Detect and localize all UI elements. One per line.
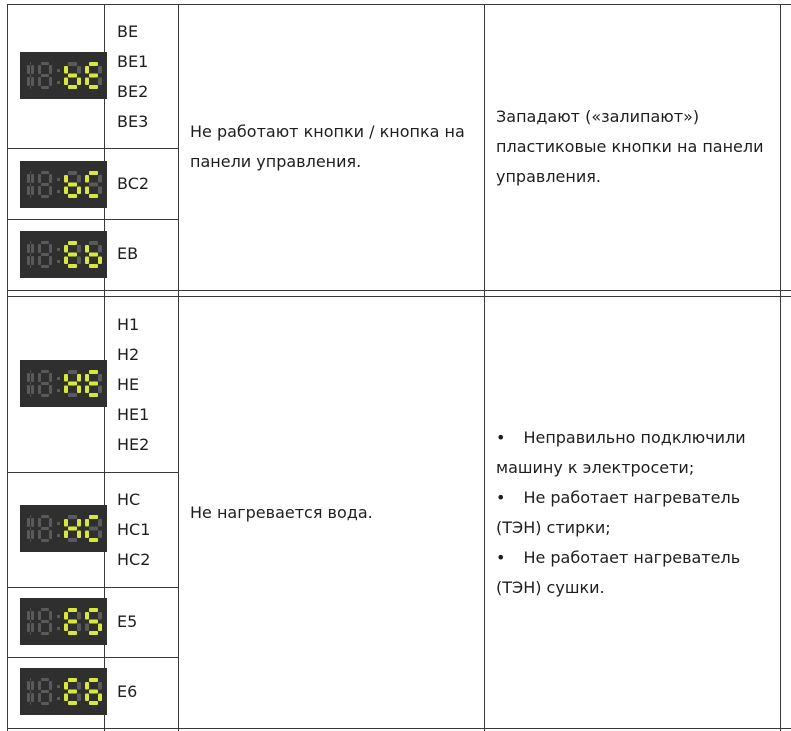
- segment: [77, 78, 81, 86]
- grid-line: [7, 4, 8, 731]
- segment: [68, 85, 77, 89]
- segment: [41, 515, 49, 518]
- segment: [68, 527, 77, 531]
- error-code: BE3: [117, 112, 149, 131]
- segment: [85, 682, 89, 690]
- colon-dot: [57, 248, 60, 251]
- segment: [77, 257, 81, 265]
- segment: [41, 241, 49, 244]
- segment: [49, 65, 52, 74]
- error-code: HE1: [117, 405, 150, 424]
- digit-display-svg: [20, 360, 107, 407]
- error-code-list: [117, 169, 149, 199]
- segment: [27, 244, 30, 253]
- segment: [89, 620, 98, 624]
- segment: [41, 690, 49, 693]
- segment: [89, 85, 98, 89]
- segment: [31, 174, 34, 183]
- segment: [68, 608, 77, 612]
- segment: [38, 65, 41, 74]
- segment: [30, 171, 31, 174]
- cause-item-text: Неправильно подключили: [523, 428, 746, 447]
- segment: [41, 195, 49, 198]
- segment: [30, 702, 31, 705]
- segment: [77, 519, 81, 527]
- segment: [77, 531, 81, 539]
- grid-line: [7, 290, 791, 291]
- segment: [30, 620, 31, 623]
- symptom-line: панели управления.: [190, 152, 362, 171]
- segment: [41, 74, 49, 77]
- segment: [77, 682, 81, 690]
- segment: [98, 78, 102, 86]
- seven-segment-display: [20, 505, 107, 552]
- colon-dot: [57, 178, 60, 181]
- segment: [64, 66, 68, 74]
- grid-line: [7, 148, 178, 149]
- segment: [41, 62, 49, 65]
- segment: [68, 515, 77, 519]
- segment: [68, 62, 77, 66]
- segment: [41, 608, 49, 611]
- grid-line: [7, 472, 178, 473]
- segment: [49, 256, 52, 265]
- segment: [49, 174, 52, 183]
- segment: [98, 531, 102, 539]
- segment: [85, 519, 89, 527]
- segment: [77, 612, 81, 620]
- segment: [31, 186, 34, 195]
- cause-line: пластиковые кнопки на панели: [496, 137, 764, 156]
- segment: [27, 186, 30, 195]
- segment: [49, 373, 52, 382]
- segment: [38, 77, 41, 86]
- segment: [31, 611, 34, 620]
- segment: [31, 256, 34, 265]
- segment: [27, 518, 30, 527]
- error-code: H1: [117, 315, 140, 334]
- segment: [98, 257, 102, 265]
- cause-item-text: Не работает нагреватель: [523, 548, 741, 567]
- seven-segment-display: [20, 52, 107, 99]
- segment: [68, 241, 77, 245]
- segment: [68, 253, 77, 257]
- segment: [27, 256, 30, 265]
- symptom-text: [190, 498, 373, 528]
- segment: [30, 62, 31, 65]
- segment: [38, 693, 41, 702]
- digit-display-svg: [20, 231, 107, 278]
- digit-display-svg: [20, 161, 107, 208]
- segment: [89, 370, 98, 374]
- segment: [31, 385, 34, 394]
- grid-line: [484, 4, 485, 731]
- error-code: E5: [117, 612, 138, 631]
- grid-line: [178, 4, 179, 731]
- segment: [49, 518, 52, 527]
- segment: [27, 77, 30, 86]
- segment: [85, 374, 89, 382]
- segment: [98, 694, 102, 702]
- digit-display-svg: [20, 598, 107, 645]
- segment: [98, 374, 102, 382]
- grid-line: [7, 4, 791, 5]
- segment: [89, 678, 98, 682]
- segment: [31, 244, 34, 253]
- segment: [41, 527, 49, 530]
- segment: [30, 253, 31, 256]
- segment: [89, 382, 98, 386]
- error-code: E6: [117, 682, 138, 701]
- segment: [64, 386, 68, 394]
- segment: [64, 682, 68, 690]
- error-code-list: [117, 485, 150, 575]
- colon-dot: [57, 615, 60, 618]
- grid-line: [7, 728, 791, 729]
- segment: [30, 394, 31, 397]
- segment: [85, 187, 89, 195]
- segment: [68, 620, 77, 624]
- seven-segment-display: [20, 668, 107, 715]
- segment: [89, 527, 98, 531]
- symptom-text: [190, 117, 465, 177]
- bullet-icon: •: [496, 548, 506, 567]
- segment: [38, 385, 41, 394]
- segment: [98, 624, 102, 632]
- seven-segment-display: [20, 598, 107, 645]
- seven-segment-display: [20, 161, 107, 208]
- segment: [85, 257, 89, 265]
- segment: [89, 253, 98, 257]
- cause-item: [496, 423, 746, 453]
- segment: [98, 519, 102, 527]
- segment: [89, 194, 98, 198]
- segment: [64, 519, 68, 527]
- segment: [27, 174, 30, 183]
- segment: [38, 373, 41, 382]
- segment: [49, 623, 52, 632]
- segment: [30, 527, 31, 530]
- segment: [30, 690, 31, 693]
- segment: [30, 74, 31, 77]
- segment: [38, 681, 41, 690]
- colon-dot: [57, 685, 60, 688]
- segment: [89, 538, 98, 542]
- segment: [38, 186, 41, 195]
- segment: [27, 65, 30, 74]
- segment: [30, 539, 31, 542]
- colon-dot: [57, 377, 60, 380]
- error-code: BC2: [117, 174, 150, 193]
- grid-line: [7, 587, 178, 588]
- cause-line: управления.: [496, 167, 601, 186]
- segment: [49, 77, 52, 86]
- segment: [77, 66, 81, 74]
- segment: [49, 693, 52, 702]
- segment: [89, 183, 98, 187]
- colon-dot: [57, 69, 60, 72]
- segment: [41, 620, 49, 623]
- segment: [77, 175, 81, 183]
- segment: [38, 611, 41, 620]
- segment: [41, 265, 49, 268]
- segment: [38, 623, 41, 632]
- segment: [64, 694, 68, 702]
- grid-line: [780, 4, 781, 731]
- bullet-icon: •: [496, 428, 506, 447]
- segment: [64, 187, 68, 195]
- segment: [38, 518, 41, 527]
- segment: [68, 690, 77, 694]
- symptom-line: Не нагревается вода.: [190, 503, 373, 522]
- segment: [89, 701, 98, 705]
- segment: [89, 74, 98, 78]
- segment: [68, 183, 77, 187]
- segment: [77, 374, 81, 382]
- error-code: HC: [117, 490, 141, 509]
- segment: [27, 623, 30, 632]
- segment: [98, 386, 102, 394]
- segment: [64, 175, 68, 183]
- cause-item: [496, 483, 746, 513]
- segment: [30, 382, 31, 385]
- error-code: BE: [117, 22, 139, 41]
- colon-dot: [57, 534, 60, 537]
- segment: [49, 244, 52, 253]
- segment: [30, 678, 31, 681]
- segment: [30, 183, 31, 186]
- segment: [89, 515, 98, 519]
- segment: [85, 175, 89, 183]
- segment: [98, 175, 102, 183]
- colon-dot: [57, 697, 60, 700]
- segment: [89, 171, 98, 175]
- error-code: BE2: [117, 82, 149, 101]
- segment: [30, 195, 31, 198]
- error-code: HC1: [117, 520, 151, 539]
- segment: [68, 171, 77, 175]
- segment: [77, 245, 81, 253]
- cause-list: [496, 423, 746, 603]
- segment: [85, 694, 89, 702]
- segment: [85, 531, 89, 539]
- segment: [85, 386, 89, 394]
- segment: [64, 257, 68, 265]
- segment: [49, 611, 52, 620]
- segment: [41, 253, 49, 256]
- digit-display-svg: [20, 52, 107, 99]
- segment: [85, 66, 89, 74]
- seven-segment-display: [20, 360, 107, 407]
- digit-display-svg: [20, 505, 107, 552]
- segment: [89, 690, 98, 694]
- grid-line: [7, 296, 791, 297]
- segment: [64, 78, 68, 86]
- segment: [85, 245, 89, 253]
- segment: [64, 245, 68, 253]
- segment: [89, 608, 98, 612]
- segment: [68, 393, 77, 397]
- segment: [27, 693, 30, 702]
- segment: [89, 241, 98, 245]
- segment: [41, 183, 49, 186]
- segment: [27, 530, 30, 539]
- segment: [89, 631, 98, 635]
- error-code: HE2: [117, 435, 150, 454]
- segment: [38, 256, 41, 265]
- segment: [41, 539, 49, 542]
- segment: [68, 74, 77, 78]
- segment: [77, 386, 81, 394]
- bullet-icon: •: [496, 488, 506, 507]
- segment: [49, 186, 52, 195]
- segment: [89, 264, 98, 268]
- segment: [27, 373, 30, 382]
- digit-display-svg: [20, 668, 107, 715]
- segment: [27, 611, 30, 620]
- segment: [31, 530, 34, 539]
- segment: [30, 515, 31, 518]
- segment: [31, 518, 34, 527]
- cause-line: Западают («залипают»): [496, 107, 700, 126]
- segment: [68, 382, 77, 386]
- error-code: HC2: [117, 550, 151, 569]
- error-code-list: [117, 17, 148, 137]
- seven-segment-display: [20, 231, 107, 278]
- segment: [30, 608, 31, 611]
- cause-item: [496, 543, 746, 573]
- segment: [85, 624, 89, 632]
- segment: [89, 62, 98, 66]
- segment: [68, 194, 77, 198]
- segment: [41, 632, 49, 635]
- error-code-list: [117, 310, 149, 460]
- segment: [38, 174, 41, 183]
- segment: [41, 86, 49, 89]
- segment: [41, 702, 49, 705]
- segment: [68, 678, 77, 682]
- segment: [64, 612, 68, 620]
- segment: [77, 694, 81, 702]
- cause-text: [496, 102, 764, 192]
- error-code: HE: [117, 375, 140, 394]
- segment: [77, 624, 81, 632]
- segment: [68, 264, 77, 268]
- segment: [49, 681, 52, 690]
- error-code: EB: [117, 244, 139, 263]
- cause-item-text: Не работает нагреватель: [523, 488, 741, 507]
- segment: [98, 612, 102, 620]
- segment: [30, 241, 31, 244]
- segment: [30, 265, 31, 268]
- segment: [31, 373, 34, 382]
- segment: [27, 681, 30, 690]
- segment: [77, 187, 81, 195]
- colon-dot: [57, 81, 60, 84]
- segment: [68, 370, 77, 374]
- segment: [98, 682, 102, 690]
- segment: [64, 531, 68, 539]
- colon-dot: [57, 389, 60, 392]
- segment: [98, 66, 102, 74]
- grid-line: [7, 657, 178, 658]
- segment: [31, 77, 34, 86]
- grid-line: [7, 219, 178, 220]
- error-code-list: [117, 607, 137, 637]
- segment: [49, 530, 52, 539]
- segment: [27, 385, 30, 394]
- segment: [30, 370, 31, 373]
- segment: [85, 78, 89, 86]
- segment: [30, 86, 31, 89]
- segment: [31, 693, 34, 702]
- colon-dot: [57, 627, 60, 630]
- colon-dot: [57, 190, 60, 193]
- segment: [41, 370, 49, 373]
- segment: [98, 187, 102, 195]
- segment: [68, 538, 77, 542]
- error-code: BE1: [117, 52, 149, 71]
- colon-dot: [57, 260, 60, 263]
- segment: [49, 385, 52, 394]
- cause-item-continuation: (ТЭН) сушки.: [496, 578, 605, 597]
- segment: [98, 245, 102, 253]
- segment: [41, 382, 49, 385]
- segment: [38, 530, 41, 539]
- error-code-list: [117, 677, 137, 707]
- segment: [89, 393, 98, 397]
- error-code-list: [117, 239, 138, 269]
- segment: [30, 632, 31, 635]
- segment: [31, 65, 34, 74]
- cause-item-continuation: (ТЭН) стирки;: [496, 518, 611, 537]
- segment: [85, 612, 89, 620]
- segment: [64, 374, 68, 382]
- segment: [41, 394, 49, 397]
- segment: [68, 631, 77, 635]
- segment: [31, 623, 34, 632]
- segment: [41, 171, 49, 174]
- segment: [38, 244, 41, 253]
- symptom-line: Не работают кнопки / кнопка на: [190, 122, 465, 141]
- segment: [64, 624, 68, 632]
- segment: [68, 701, 77, 705]
- cause-item-continuation: машину к электросети;: [496, 458, 695, 477]
- error-code: H2: [117, 345, 140, 364]
- segment: [31, 681, 34, 690]
- colon-dot: [57, 522, 60, 525]
- segment: [41, 678, 49, 681]
